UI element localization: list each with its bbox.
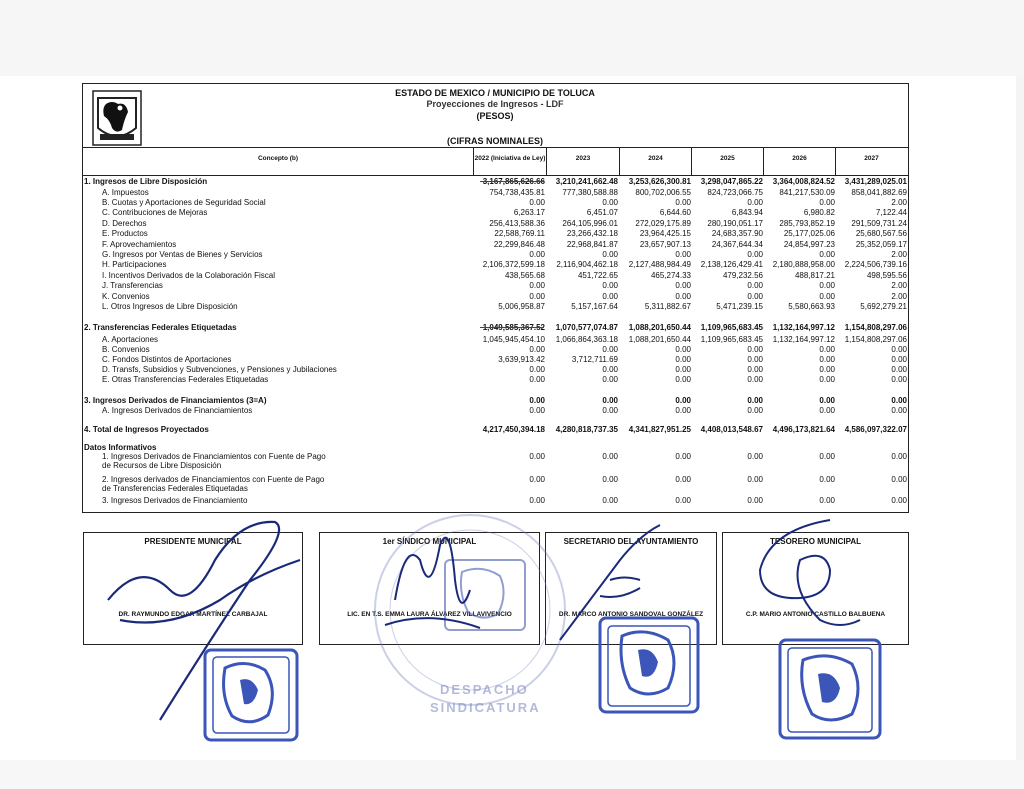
- row-value: 0.00: [529, 198, 545, 207]
- row-value: 0.00: [602, 396, 618, 405]
- row-value: 0.00: [819, 396, 835, 405]
- row-value: 2.00: [891, 292, 907, 301]
- column-header-year: 2027: [864, 155, 879, 162]
- row-value: 3,210,241,662.48: [555, 177, 618, 186]
- row-value: 3,298,047,865.22: [700, 177, 763, 186]
- row-value: 1,154,808,297.06: [844, 323, 907, 332]
- signature-title: SECRETARIO DEL AYUNTAMIENTO: [563, 537, 699, 546]
- row-value: 0.00: [602, 365, 618, 374]
- row-value: 291,509,731.24: [851, 219, 907, 228]
- column-header-year: 2026: [792, 155, 807, 162]
- row-value: 4,341,827,951.25: [628, 425, 691, 434]
- column-header-year: 2022 (Iniciativa de Ley): [474, 155, 546, 162]
- row-value: 24,854,997.23: [783, 240, 835, 249]
- row-value: 0.00: [675, 345, 691, 354]
- row-value: 3,431,289,025.01: [844, 177, 907, 186]
- row-value: 1,070,577,074.87: [555, 323, 618, 332]
- row-value: 4,280,818,737.35: [555, 425, 618, 434]
- row-value: 0.00: [529, 250, 545, 259]
- row-value: 0.00: [819, 365, 835, 374]
- row-value: 6,843.94: [731, 208, 763, 217]
- row-value: 841,217,530.09: [779, 188, 835, 197]
- informativo-value: 0.00: [747, 496, 763, 505]
- row-value: 2,127,488,984.49: [628, 260, 691, 269]
- row-label: A. Aportaciones: [102, 335, 159, 344]
- informativos-title: Datos Informativos: [84, 443, 157, 452]
- seal-stamp-tesorero: [780, 640, 880, 738]
- row-value: 0.00: [819, 406, 835, 415]
- row-value: 5,692,279.21: [860, 302, 907, 311]
- row-value: 0.00: [747, 396, 763, 405]
- column-header-concept: Concepto (b): [257, 155, 299, 162]
- row-label: K. Convenios: [102, 292, 150, 301]
- row-value: 0.00: [747, 406, 763, 415]
- row-value: 824,723,066.75: [707, 188, 763, 197]
- row-value: 23,657,907.13: [639, 240, 691, 249]
- row-value: 6,451.07: [586, 208, 618, 217]
- row-value: 3,639,913.42: [498, 355, 545, 364]
- informativo-value: 0.00: [675, 452, 691, 461]
- row-value: 479,232.56: [722, 271, 763, 280]
- informativo-label: 3. Ingresos Derivados de Financiamiento: [102, 496, 248, 505]
- row-value: 23,964,425.15: [639, 229, 691, 238]
- row-value: 0.00: [819, 292, 835, 301]
- row-label: 1. Ingresos de Libre Disposición: [84, 177, 208, 186]
- row-value: 0.00: [602, 198, 618, 207]
- row-value: 22,968,841.87: [566, 240, 618, 249]
- seal-stamp-secretario: [600, 618, 698, 712]
- document-title: ESTADO DE MEXICO / MUNICIPIO DE TOLUCA: [395, 88, 595, 98]
- row-value: 0.00: [675, 250, 691, 259]
- informativo-label-continued: de Recursos de Libre Disposición: [102, 461, 222, 470]
- row-value: 0.00: [529, 281, 545, 290]
- row-value: 0.00: [891, 406, 907, 415]
- informativo-value: 0.00: [529, 496, 545, 505]
- informativo-value: 0.00: [891, 475, 907, 484]
- sindicatura-round-stamp: [375, 515, 565, 705]
- stamp-text-line: DESPACHO: [440, 682, 529, 697]
- row-value: 0.00: [891, 355, 907, 364]
- row-value: 0.00: [602, 406, 618, 415]
- row-value: 285,793,852.19: [779, 219, 835, 228]
- signature-scribble-sindico: [385, 538, 480, 628]
- row-label: I. Incentivos Derivados de la Colaboración Fiscal: [102, 271, 275, 280]
- row-value: 4,586,097,322.07: [844, 425, 907, 434]
- signature-name: C.P. MARIO ANTONIO CASTILLO BALBUENA: [745, 611, 886, 618]
- row-value: 858,041,882.69: [851, 188, 907, 197]
- row-label: E. Otras Transferencias Federales Etiquetadas: [102, 375, 269, 384]
- row-value: 0.00: [747, 281, 763, 290]
- informativo-value: 0.00: [747, 452, 763, 461]
- row-value: 1,109,965,683.45: [700, 335, 763, 344]
- row-value: 0.00: [675, 355, 691, 364]
- row-value: 25,177,025.06: [783, 229, 835, 238]
- column-header-year: 2024: [648, 155, 663, 162]
- row-value: 0.00: [891, 375, 907, 384]
- row-value: 3,253,626,300.81: [628, 177, 691, 186]
- row-label: F. Aprovechamientos: [102, 240, 177, 249]
- row-value: 0.00: [819, 345, 835, 354]
- row-value: 4,408,013,548.67: [700, 425, 763, 434]
- row-value: 2,180,888,958.00: [772, 260, 835, 269]
- row-value: 25,352,059.17: [855, 240, 907, 249]
- informativo-value: 0.00: [529, 475, 545, 484]
- row-value: 0.00: [819, 198, 835, 207]
- row-value: 0.00: [675, 365, 691, 374]
- informativo-value: 0.00: [891, 452, 907, 461]
- row-value: 0.00: [602, 345, 618, 354]
- row-value: 24,683,357.90: [711, 229, 763, 238]
- row-value: 5,580,663.93: [788, 302, 835, 311]
- row-label: 3. Ingresos Derivados de Financiamientos (3=A): [84, 396, 267, 405]
- row-value: 0.00: [602, 292, 618, 301]
- informativo-label-continued: de Transferencias Federales Etiquetadas: [102, 484, 248, 493]
- row-value: 4,217,450,394.18: [482, 425, 545, 434]
- row-label: 4. Total de Ingresos Proyectados: [84, 425, 209, 434]
- row-value: 451,722.65: [577, 271, 618, 280]
- row-value: 0.00: [747, 250, 763, 259]
- document-subtitle: Proyecciones de Ingresos - LDF: [426, 99, 564, 109]
- row-value: 0.00: [747, 345, 763, 354]
- row-value: 0.00: [675, 375, 691, 384]
- row-value: 6,980.82: [803, 208, 835, 217]
- row-value: 0.00: [602, 281, 618, 290]
- signature-scribble-secretario: [560, 525, 660, 640]
- row-label: L. Otros Ingresos de Libre Disposición: [102, 302, 238, 311]
- row-value: 1,045,945,454.10: [482, 335, 545, 344]
- row-value: 0.00: [529, 345, 545, 354]
- row-value: 0.00: [675, 406, 691, 415]
- row-value: 2.00: [891, 198, 907, 207]
- row-value: 777,380,588.88: [562, 188, 618, 197]
- row-value: 22,299,846.48: [493, 240, 545, 249]
- row-value: 272,029,175.89: [635, 219, 691, 228]
- row-label: G. Ingresos por Ventas de Bienes y Servicios: [102, 250, 263, 259]
- row-value: 0.00: [819, 355, 835, 364]
- row-value: 1,088,201,650.44: [628, 323, 691, 332]
- row-value: 5,006,958.87: [498, 302, 545, 311]
- row-value: 0.00: [675, 396, 691, 405]
- informativo-value: 0.00: [819, 496, 835, 505]
- row-value: 2.00: [891, 281, 907, 290]
- informativo-value: 0.00: [819, 452, 835, 461]
- row-value: 3,712,711.69: [571, 355, 618, 364]
- signature-name: LIC. EN T.S. EMMA LAURA ÁLVAREZ VILLAVIVENCIO: [347, 611, 512, 618]
- row-value: 5,471,239.15: [716, 302, 763, 311]
- row-value: 0.00: [675, 292, 691, 301]
- row-value: 800,702,006.55: [635, 188, 691, 197]
- row-value: 25,680,567.56: [855, 229, 907, 238]
- row-value: 7,122.44: [875, 208, 907, 217]
- row-label: B. Convenios: [102, 345, 150, 354]
- row-value: 280,190,051.17: [707, 219, 763, 228]
- row-value: 0.00: [529, 406, 545, 415]
- informativo-value: 0.00: [529, 452, 545, 461]
- row-value: 24,367,644.34: [711, 240, 763, 249]
- informativo-value: 0.00: [602, 475, 618, 484]
- currency-unit: (PESOS): [476, 111, 514, 121]
- row-value: 0.00: [675, 198, 691, 207]
- row-value: 2.00: [891, 250, 907, 259]
- row-label: C. Fondos Distintos de Aportaciones: [102, 355, 232, 364]
- row-value: 0.00: [891, 396, 907, 405]
- informativo-label: 2. Ingresos derivados de Financiamientos con Fuente de Pago: [102, 475, 325, 484]
- row-label: D. Transfs, Subsidios y Subvenciones, y Pensiones y Jubilaciones: [102, 365, 337, 374]
- row-value: 4,496,173,821.64: [772, 425, 835, 434]
- informativo-label: 1. Ingresos Derivados de Financiamientos con Fuente de Pago: [102, 452, 326, 461]
- row-value: 5,157,167.64: [571, 302, 618, 311]
- row-value: 0.00: [747, 198, 763, 207]
- row-value: 0.00: [529, 396, 545, 405]
- row-value: 0.00: [891, 345, 907, 354]
- row-value: 0.00: [747, 292, 763, 301]
- row-value: 498,595.56: [866, 271, 907, 280]
- column-header-year: 2025: [720, 155, 735, 162]
- row-value: 0.00: [529, 292, 545, 301]
- signature-title: TESORERO MUNICIPAL: [770, 537, 861, 546]
- row-value: 465,274.33: [650, 271, 691, 280]
- row-value: 2,106,372,599.18: [482, 260, 545, 269]
- row-value: 264,105,996.01: [562, 219, 618, 228]
- row-value: 0.00: [602, 250, 618, 259]
- row-value: 6,644.60: [659, 208, 691, 217]
- row-value: 1,088,201,650.44: [628, 335, 691, 344]
- row-value: 2,224,506,739.16: [844, 260, 907, 269]
- row-value: 1,132,164,997.12: [772, 323, 835, 332]
- column-header-year: 2023: [575, 155, 591, 162]
- row-value: 0.00: [747, 375, 763, 384]
- row-value: 0.00: [529, 365, 545, 374]
- informativo-value: 0.00: [675, 496, 691, 505]
- row-value: 0.00: [675, 281, 691, 290]
- row-value: 754,738,435.81: [489, 188, 545, 197]
- row-value: 3,364,008,824.52: [772, 177, 835, 186]
- row-label: 2. Transferencias Federales Etiquetadas: [84, 323, 237, 332]
- row-label: J. Transferencias: [102, 281, 163, 290]
- row-value: 2,116,904,462.18: [556, 260, 618, 269]
- row-value: 0.00: [819, 281, 835, 290]
- row-value: 488,817.21: [794, 271, 835, 280]
- row-value: 1,132,164,997.12: [772, 335, 835, 344]
- informativo-value: 0.00: [747, 475, 763, 484]
- informativo-value: 0.00: [891, 496, 907, 505]
- row-value: 0.00: [891, 365, 907, 374]
- row-value: 6,263.17: [513, 208, 545, 217]
- signature-scribble-tesorero: [760, 520, 860, 625]
- row-value: 3,167,865,626.66: [482, 177, 545, 186]
- figures-note: (CIFRAS NOMINALES): [447, 136, 543, 146]
- row-value: 1,066,864,363.18: [555, 335, 618, 344]
- row-value: 256,413,588.36: [489, 219, 545, 228]
- row-value: 0.00: [819, 375, 835, 384]
- signature-title: 1er SÍNDICO MUNICIPAL: [382, 537, 477, 546]
- stamp-text-line: SINDICATURA: [430, 700, 541, 715]
- row-label: D. Derechos: [102, 219, 147, 228]
- row-value: 438,565.68: [504, 271, 545, 280]
- row-label: A. Ingresos Derivados de Financiamientos: [102, 406, 253, 415]
- row-value: 22,588,769.11: [494, 229, 545, 238]
- informativo-value: 0.00: [819, 475, 835, 484]
- row-label: A. Impuestos: [102, 188, 149, 197]
- signature-name: DR. RAYMUNDO EDGAR MARTÍNEZ CARBAJAL: [118, 611, 268, 618]
- informativo-value: 0.00: [602, 452, 618, 461]
- seal-stamp-presidente: [205, 650, 297, 740]
- row-label: E. Productos: [102, 229, 148, 238]
- row-label: H. Participaciones: [102, 260, 167, 269]
- informativo-value: 0.00: [602, 496, 618, 505]
- informativo-value: 0.00: [675, 475, 691, 484]
- row-value: 23,266,432.18: [566, 229, 618, 238]
- signature-title: PRESIDENTE MUNICIPAL: [144, 537, 242, 546]
- row-label: B. Cuotas y Aportaciones de Seguridad Social: [102, 198, 266, 207]
- row-value: 1,109,965,683.45: [700, 323, 763, 332]
- row-value: 0.00: [819, 250, 835, 259]
- row-value: 2,138,126,429.41: [700, 260, 763, 269]
- row-value: 1,049,585,367.52: [482, 323, 545, 332]
- signature-name: DR. MARCO ANTONIO SANDOVAL GONZÁLEZ: [558, 611, 704, 618]
- row-value: 0.00: [529, 375, 545, 384]
- row-value: 0.00: [747, 355, 763, 364]
- row-value: 0.00: [602, 375, 618, 384]
- row-value: 5,311,882.67: [644, 302, 691, 311]
- row-value: 0.00: [747, 365, 763, 374]
- row-label: C. Contribuciones de Mejoras: [102, 208, 208, 217]
- row-value: 1,154,808,297.06: [844, 335, 907, 344]
